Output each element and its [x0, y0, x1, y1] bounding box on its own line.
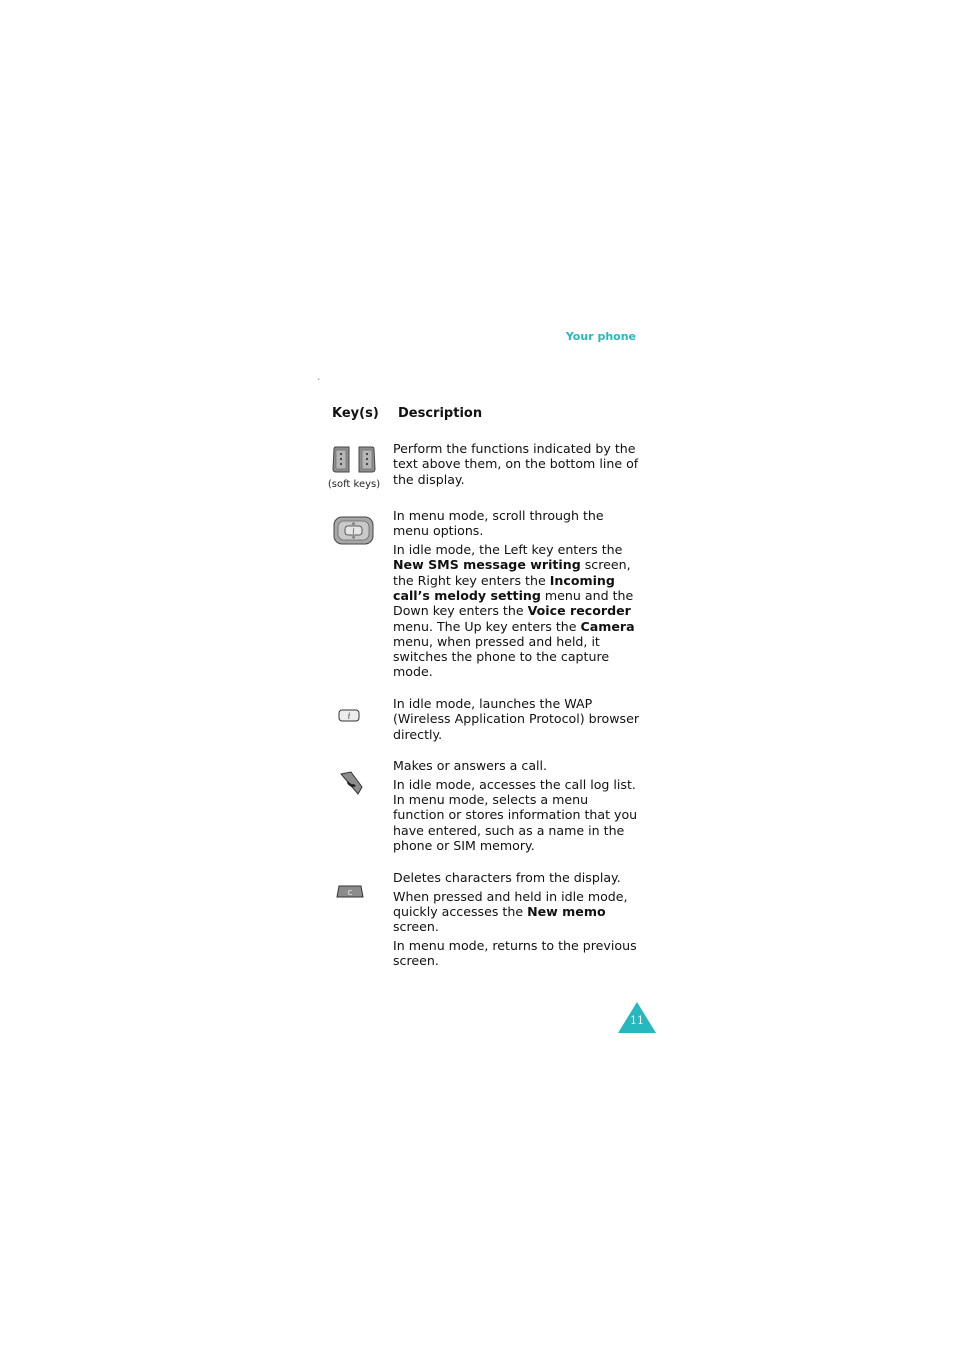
- svg-text:i: i: [352, 527, 355, 536]
- description-paragraph: [393, 508, 643, 539]
- text-run: In idle mode, the Left key enters the: [393, 542, 623, 558]
- text-run: In idle mode, accesses the call log list. In menu mode, selects a menu function or stores information that you have entered, such as a name in the phone or SIM memory.: [393, 776, 638, 853]
- description-paragraph: [393, 938, 643, 969]
- column-header-keys: Key(s): [332, 406, 379, 421]
- svg-text:C: C: [347, 889, 353, 897]
- text-run: screen, the Right key enters the: [393, 557, 631, 588]
- text-run: Makes or answers a call.: [393, 758, 548, 773]
- page-number: 11: [630, 1014, 644, 1027]
- bold-term: New memo: [527, 904, 606, 920]
- text-run: menu and the Down key enters the: [393, 587, 634, 619]
- description-navigation-keys: [393, 508, 643, 683]
- text-run: When pressed and held in idle mode, quickly accesses the: [393, 888, 628, 920]
- description-send-key: [393, 758, 643, 857]
- text-run: Deletes characters from the display.: [393, 870, 621, 885]
- description-soft-keys: [393, 441, 643, 490]
- text-run: menu. The Up key enters the: [393, 618, 581, 634]
- bold-term: New SMS message writing: [393, 557, 581, 573]
- description-clear-key: [393, 870, 643, 972]
- text-run: screen.: [393, 919, 439, 935]
- soft-keys-icon: [331, 446, 377, 474]
- navigation-keys-icon: [333, 516, 374, 545]
- description-paragraph: [393, 777, 643, 853]
- description-paragraph: [393, 870, 643, 885]
- text-run: In idle mode, launches the WAP (Wireless Application Protocol) browser directly.: [393, 696, 640, 742]
- text-run: Perform the functions indicated by the text above them, on the bottom line of the display.: [393, 441, 639, 487]
- bold-term: Voice recorder: [527, 603, 631, 619]
- description-paragraph: [393, 758, 643, 773]
- wap-key-icon: [338, 709, 360, 722]
- description-paragraph: [393, 542, 643, 680]
- text-run: In menu mode, returns to the previous screen.: [393, 938, 637, 969]
- svg-text:i: i: [347, 711, 351, 721]
- page-number-badge: [617, 1001, 657, 1034]
- text-run: menu, when pressed and held, it switches the phone to the capture mode.: [393, 633, 610, 680]
- bold-term: Incoming call’s melody setting: [393, 572, 615, 603]
- stray-tick-mark: `: [317, 378, 321, 387]
- soft-keys-caption: (soft keys): [327, 479, 381, 490]
- description-paragraph: [393, 441, 643, 487]
- description-paragraph: [393, 696, 643, 742]
- description-wap-key: [393, 696, 643, 745]
- text-run: In menu mode, scroll through the menu options.: [393, 508, 604, 539]
- clear-key-icon: [336, 884, 364, 899]
- bold-term: Camera: [580, 618, 635, 634]
- description-paragraph: [393, 889, 643, 935]
- section-header: Your phone: [565, 330, 636, 343]
- column-header-description: Description: [398, 406, 483, 421]
- send-key-icon: [339, 771, 364, 796]
